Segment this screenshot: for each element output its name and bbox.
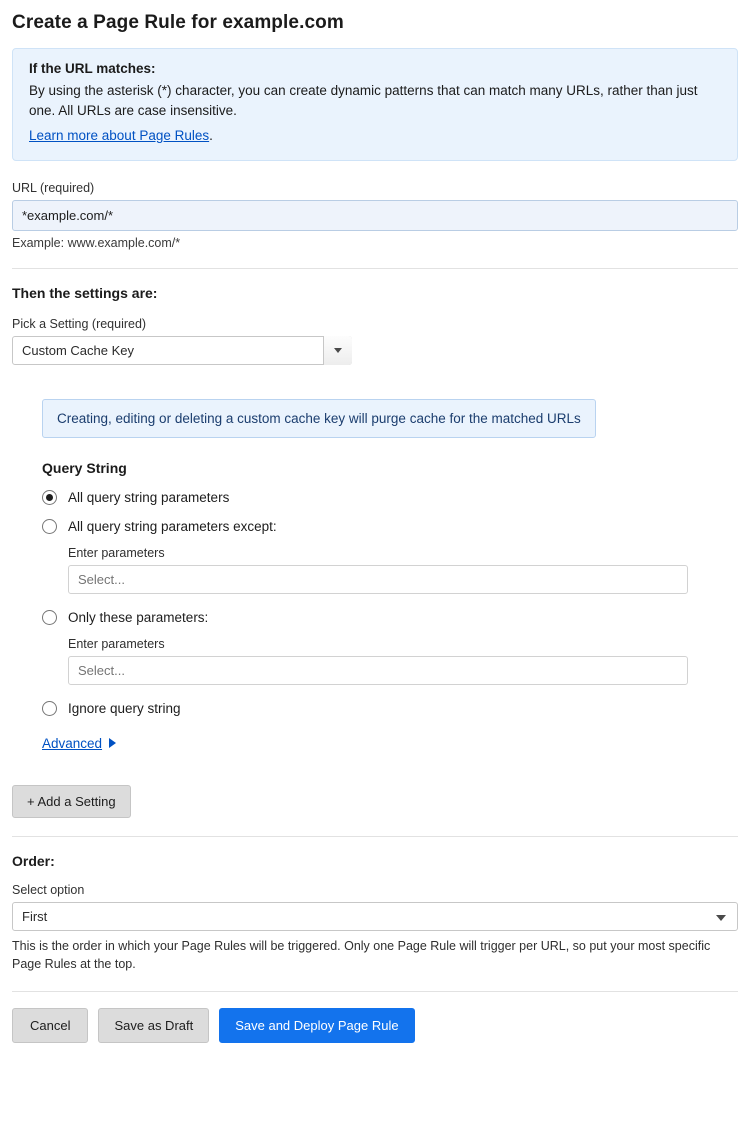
radio-icon-all-except[interactable] (42, 519, 57, 534)
setting-select-label: Pick a Setting (required) (12, 316, 147, 331)
except-params-input[interactable] (68, 565, 688, 594)
setting-select-arrow-button[interactable] (323, 336, 352, 365)
order-select-value: First (22, 908, 48, 924)
divider-footer (12, 991, 738, 992)
custom-cache-key-settings (12, 399, 738, 751)
footer-actions (12, 1008, 738, 1059)
radio-icon-ignore[interactable] (42, 701, 57, 716)
except-params-block (68, 546, 738, 594)
divider-order (12, 836, 738, 837)
add-setting-wrap (12, 785, 738, 818)
radio-option-all-except[interactable] (42, 519, 738, 534)
add-setting-button[interactable]: + Add a Setting (12, 785, 131, 818)
radio-label-ignore: Ignore query string (68, 700, 181, 716)
chevron-down-icon (334, 348, 342, 353)
setting-select-wrap (12, 336, 352, 365)
save-deploy-button[interactable]: Save and Deploy Page Rule (219, 1008, 414, 1043)
advanced-toggle[interactable] (42, 736, 738, 751)
callout-body: By using the asterisk (*) character, you can create dynamic patterns that can match many URLs, rather than just one. All URLs are case insensitive. (29, 83, 698, 119)
callout-title: If the URL matches: (29, 61, 156, 76)
order-select-label: Select option (12, 882, 85, 897)
order-heading: Order: (12, 852, 55, 869)
url-field-label: URL (required) (12, 180, 95, 195)
radio-label-all-except: All query string parameters except: (68, 518, 277, 534)
only-params-input[interactable] (68, 656, 688, 685)
radio-option-ignore[interactable] (42, 701, 738, 716)
callout-link-suffix: . (209, 127, 213, 143)
url-help-text: Example: www.example.com/* (12, 235, 181, 250)
radio-option-only-these[interactable] (42, 610, 738, 625)
advanced-label[interactable]: Advanced (42, 735, 103, 751)
only-params-label: Enter parameters (68, 636, 165, 651)
only-params-block (68, 637, 738, 685)
learn-more-link[interactable]: Learn more about Page Rules (29, 127, 210, 143)
radio-icon-all-params[interactable] (42, 490, 57, 505)
order-help-text: This is the order in which your Page Rules will be triggered. Only one Page Rule will trigger per URL, so put your most specific Page Rules at the top. (12, 938, 711, 971)
chevron-right-icon (109, 738, 116, 748)
save-draft-button[interactable]: Save as Draft (98, 1008, 209, 1043)
radio-option-all-params[interactable] (42, 490, 738, 505)
page-rule-form (0, 12, 750, 1059)
url-match-callout (12, 48, 738, 161)
page-title: Create a Page Rule for example.com (12, 12, 344, 33)
radio-label-only-these: Only these parameters: (68, 609, 209, 625)
query-string-heading: Query String (42, 459, 127, 476)
except-params-label: Enter parameters (68, 545, 165, 560)
radio-label-all-params: All query string parameters (68, 489, 230, 505)
purge-notice: Creating, editing or deleting a custom cache key will purge cache for the matched URLs (42, 399, 596, 438)
cancel-button[interactable]: Cancel (12, 1008, 88, 1043)
url-input[interactable] (12, 200, 738, 231)
divider-settings (12, 268, 738, 269)
order-select[interactable] (12, 902, 738, 931)
radio-icon-only-these[interactable] (42, 610, 57, 625)
chevron-down-icon-order (716, 915, 726, 921)
settings-heading: Then the settings are: (12, 284, 158, 301)
setting-select[interactable]: Custom Cache Key (12, 336, 352, 365)
